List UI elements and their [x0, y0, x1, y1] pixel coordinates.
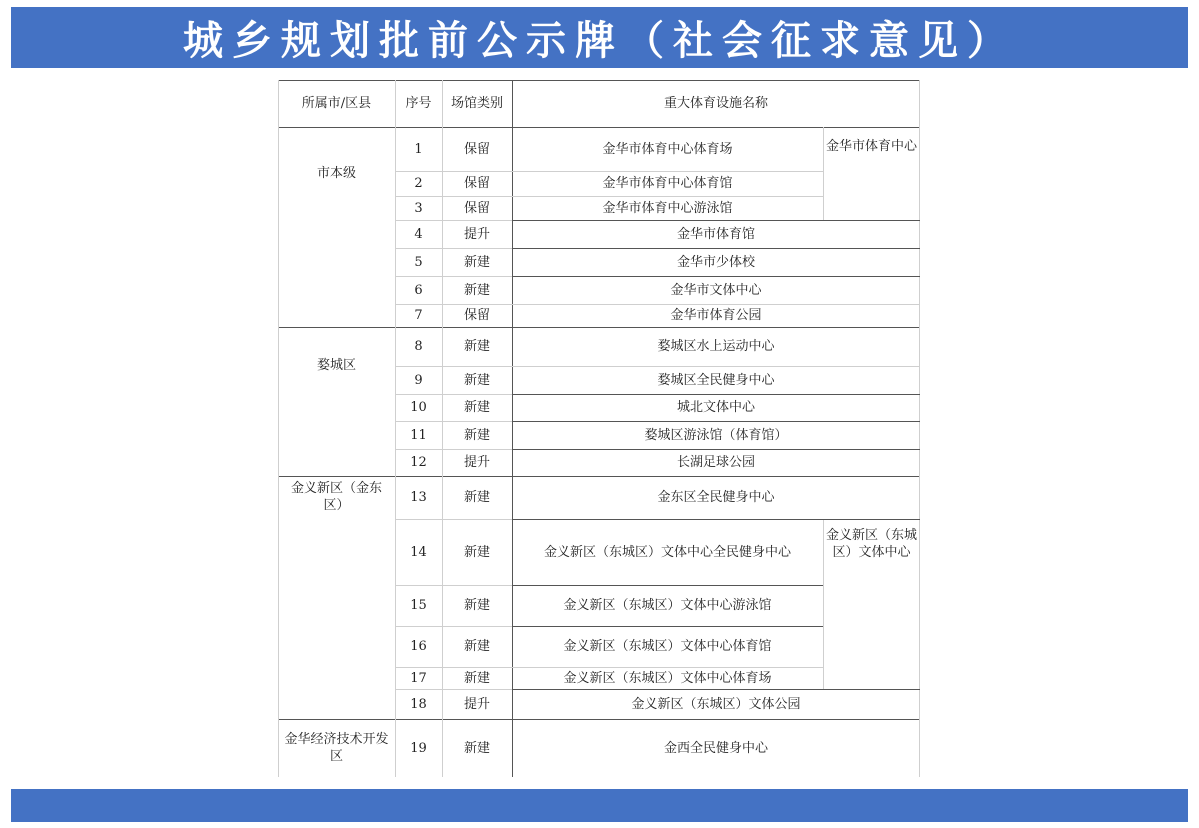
row-seq-cell: 3: [414, 200, 423, 216]
header-district: 所属市/区县: [301, 96, 372, 111]
row-facility-cell: 婺城区全民健身中心: [657, 372, 775, 388]
row-category-cell: 保留: [463, 141, 490, 157]
complex-label-cell: 金义新区（东城区）文体中心: [825, 528, 917, 560]
row-facility-cell: 金华市体育中心体育场: [602, 141, 733, 157]
row-seq-cell: 4: [414, 226, 423, 242]
row-seq-cell: 14: [410, 544, 427, 560]
row-seq-cell: 18: [410, 696, 427, 712]
row-category-cell: 提升: [463, 455, 490, 470]
row-facility-cell: 金东区全民健身中心: [657, 490, 775, 505]
row-seq-cell: 17: [410, 670, 427, 686]
row-facility-cell: 金义新区（东城区）文体中心全民健身中心: [543, 544, 791, 560]
table-border-left: [278, 80, 279, 777]
row-facility-cell: 金华市文体中心: [670, 282, 762, 298]
row-facility-cell: 金义新区（东城区）文体中心体育馆: [563, 639, 772, 654]
complex-label-cell: 金华市体育中心: [825, 139, 917, 154]
row-facility-cell: 婺城区游泳馆（体育馆）: [644, 427, 788, 443]
row-category-cell: 新建: [463, 427, 490, 443]
row-seq-cell: 8: [414, 339, 423, 354]
district-cell: 金义新区（金东区）: [290, 481, 382, 513]
row-facility-cell: 金义新区（东城区）文体公园: [631, 696, 801, 712]
row-seq-cell: 2: [414, 176, 423, 191]
row-facility-cell: 城北文体中心: [676, 400, 755, 415]
row-facility-cell: 长湖足球公园: [676, 455, 755, 470]
column-divider: [823, 127, 824, 220]
row-seq-cell: 11: [410, 427, 427, 443]
row-category-cell: 新建: [463, 639, 490, 654]
facility-table: [278, 80, 920, 777]
header-category: 场馆类别: [450, 96, 503, 111]
row-seq-cell: 16: [410, 639, 427, 654]
row-category-cell: 保留: [463, 200, 490, 216]
page-title: 城乡规划批前公示牌（社会征求意见）: [183, 18, 1016, 64]
footer-banner: [11, 789, 1188, 822]
row-facility-cell: 金华市体育中心游泳馆: [602, 200, 733, 216]
row-seq-cell: 15: [410, 598, 427, 613]
row-category-cell: 新建: [463, 400, 490, 415]
row-seq-cell: 19: [410, 740, 427, 756]
row-category-cell: 新建: [463, 670, 490, 686]
row-facility-cell: 金西全民健身中心: [663, 740, 768, 756]
row-facility-cell: 金华市体育馆: [676, 226, 755, 242]
row-category-cell: 保留: [463, 176, 490, 191]
row-category-cell: 新建: [463, 372, 490, 388]
title-banner: [11, 7, 1188, 68]
row-seq-cell: 7: [414, 308, 423, 323]
row-seq-cell: 6: [414, 282, 423, 298]
row-facility-cell: 金华市体育中心体育馆: [602, 176, 733, 191]
row-facility-cell: 金华市体育公园: [670, 308, 762, 323]
row-category-cell: 新建: [463, 282, 490, 298]
row-seq-cell: 9: [414, 372, 423, 388]
row-facility-cell: 金义新区（东城区）文体中心体育场: [563, 670, 772, 686]
row-facility-cell: 婺城区水上运动中心: [657, 339, 775, 354]
row-seq-cell: 5: [414, 254, 423, 270]
row-category-cell: 提升: [463, 226, 490, 242]
header-seq: 序号: [405, 96, 432, 111]
row-seq-cell: 1: [414, 141, 423, 157]
column-divider: [823, 519, 824, 689]
row-facility-cell: 金华市少体校: [676, 254, 755, 270]
row-category-cell: 新建: [463, 339, 490, 354]
table-border-top: [278, 80, 920, 81]
row-seq-cell: 10: [410, 400, 427, 415]
row-seq-cell: 13: [410, 490, 427, 505]
row-category-cell: 新建: [463, 254, 490, 270]
row-category-cell: 新建: [463, 544, 490, 560]
row-category-cell: 新建: [463, 490, 490, 505]
row-category-cell: 保留: [463, 308, 490, 323]
district-cell: 市本级: [316, 166, 356, 181]
row-category-cell: 提升: [463, 696, 490, 712]
header-facility: 重大体育设施名称: [663, 96, 768, 111]
row-category-cell: 新建: [463, 740, 490, 756]
district-cell: 婺城区: [316, 358, 356, 373]
row-category-cell: 新建: [463, 598, 490, 613]
row-seq-cell: 12: [410, 455, 427, 470]
row-facility-cell: 金义新区（东城区）文体中心游泳馆: [563, 598, 772, 613]
district-cell: 金华经济技术开发区: [284, 732, 389, 764]
